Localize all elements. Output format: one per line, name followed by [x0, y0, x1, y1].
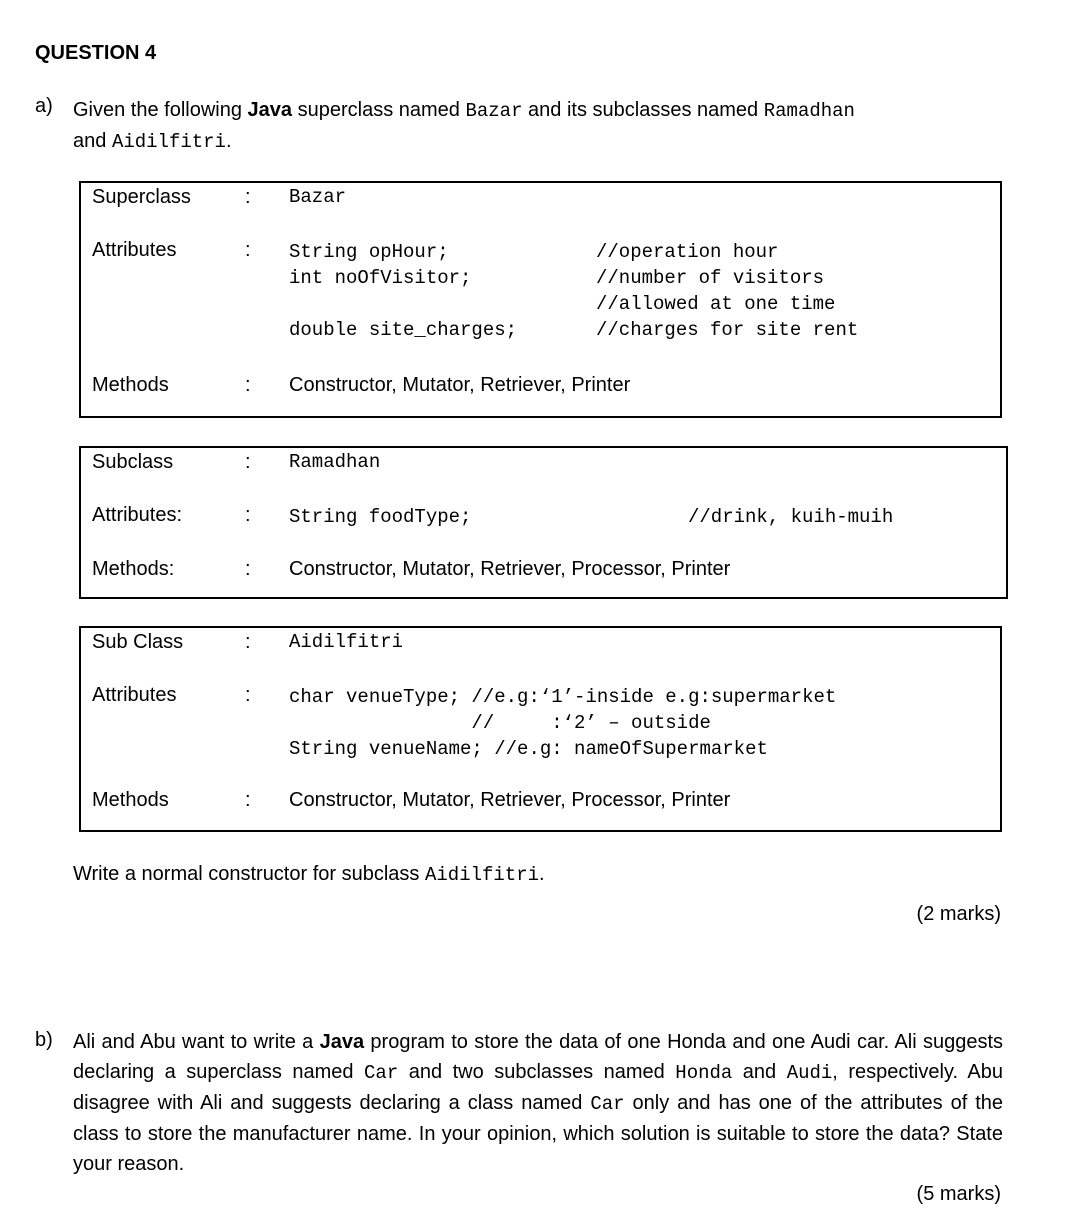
task-class: Aidilfitri [424, 864, 540, 886]
b-car-1: Car [364, 1062, 399, 1084]
intro-text-5: . [225, 130, 232, 152]
colon: : [245, 631, 251, 653]
b-audi: Audi [786, 1062, 833, 1084]
methods-value: Constructor, Mutator, Retriever, Processor, Printer [289, 789, 731, 811]
part-a-marks: (2 marks) [916, 903, 1001, 925]
intro-superclass: Bazar [465, 100, 523, 122]
task-text-2: . [539, 863, 545, 885]
colon: : [245, 504, 251, 526]
colon: : [245, 684, 251, 706]
b-java: Java [319, 1031, 365, 1053]
part-a-task [73, 863, 545, 886]
b-text-3: and two subclasses named [398, 1061, 676, 1083]
intro-text-3: and its subclasses named [522, 99, 764, 121]
attr-comment: //drink, kuih-muih [688, 506, 894, 528]
intro-text-1: Given the following [73, 99, 248, 121]
question-heading: QUESTION 4 [35, 42, 157, 64]
b-text-4: and [732, 1061, 787, 1083]
methods-value: Constructor, Mutator, Retriever, Processor, Printer [289, 558, 731, 580]
colon: : [245, 186, 251, 208]
colon: : [245, 239, 251, 261]
attr-line-3-comment: //allowed at one time [596, 293, 836, 315]
intro-sub1: Ramadhan [763, 100, 855, 122]
methods-label: Methods: [92, 558, 175, 580]
part-b-marks: (5 marks) [916, 1183, 1001, 1205]
intro-sub2: Aidilfitri [111, 131, 226, 153]
attr-line-1-code: String opHour; [289, 241, 449, 263]
attributes-label: Attributes: [92, 504, 183, 526]
attr-line-2: // :‘2’ – outside [289, 712, 711, 734]
subclass-ramadhan-box [79, 446, 1008, 599]
methods-label: Methods [92, 374, 169, 396]
b-text-6: only and has one of the attributes of the class to store the manufacturer name. In your opinion, which solution is suitable to store the data? State your reason. [73, 1092, 1003, 1175]
colon: : [245, 789, 251, 811]
subclass-name: Aidilfitri [289, 631, 404, 653]
part-a-intro [73, 95, 1033, 157]
colon: : [245, 451, 251, 473]
colon: : [245, 558, 251, 580]
subclass-name: Ramadhan [289, 451, 381, 473]
task-text-1: Write a normal constructor for subclass [73, 863, 425, 885]
b-text-2: program to store the data of one Honda and one Audi car. Ali suggests declaring a superclass named [73, 1031, 1004, 1083]
methods-label: Methods [92, 789, 169, 811]
b-text-1: Ali and Abu want to write a [73, 1031, 320, 1053]
intro-java: Java [247, 99, 293, 121]
attr-line-4-comment: //charges for site rent [596, 319, 859, 341]
methods-value: Constructor, Mutator, Retriever, Printer [289, 374, 631, 396]
b-car-2: Car [590, 1093, 625, 1115]
colon: : [245, 374, 251, 396]
part-a-label: a) [35, 95, 53, 117]
attr-line-3: String venueName; //e.g: nameOfSupermarket [289, 738, 768, 760]
attributes-label: Attributes [92, 684, 177, 706]
attr-line-4-code: double site_charges; [289, 319, 518, 341]
part-b-label: b) [35, 1029, 53, 1051]
subclass-aidilfitri-box [79, 626, 1002, 832]
subclass-label: Subclass [92, 451, 174, 473]
attr-line-2-code: int noOfVisitor; [289, 267, 472, 289]
attr-line-1: char venueType; //e.g:‘1’-inside e.g:supermarket [289, 686, 837, 708]
superclass-label: Superclass [92, 186, 191, 208]
attr-line-1-comment: //operation hour [596, 241, 779, 263]
intro-text-4: and [73, 130, 112, 152]
attr-code: String foodType; [289, 506, 472, 528]
superclass-box [79, 181, 1002, 418]
b-honda: Honda [675, 1062, 733, 1084]
intro-text-2: superclass named [292, 99, 466, 121]
superclass-name: Bazar [289, 186, 347, 208]
b-text-5: , respectively. Abu disagree with Ali and suggests declaring a class named [73, 1061, 1003, 1114]
part-b-text [73, 1027, 1003, 1179]
attr-line-2-comment: //number of visitors [596, 267, 825, 289]
attributes-label: Attributes [92, 239, 177, 261]
subclass-label: Sub Class [92, 631, 184, 653]
